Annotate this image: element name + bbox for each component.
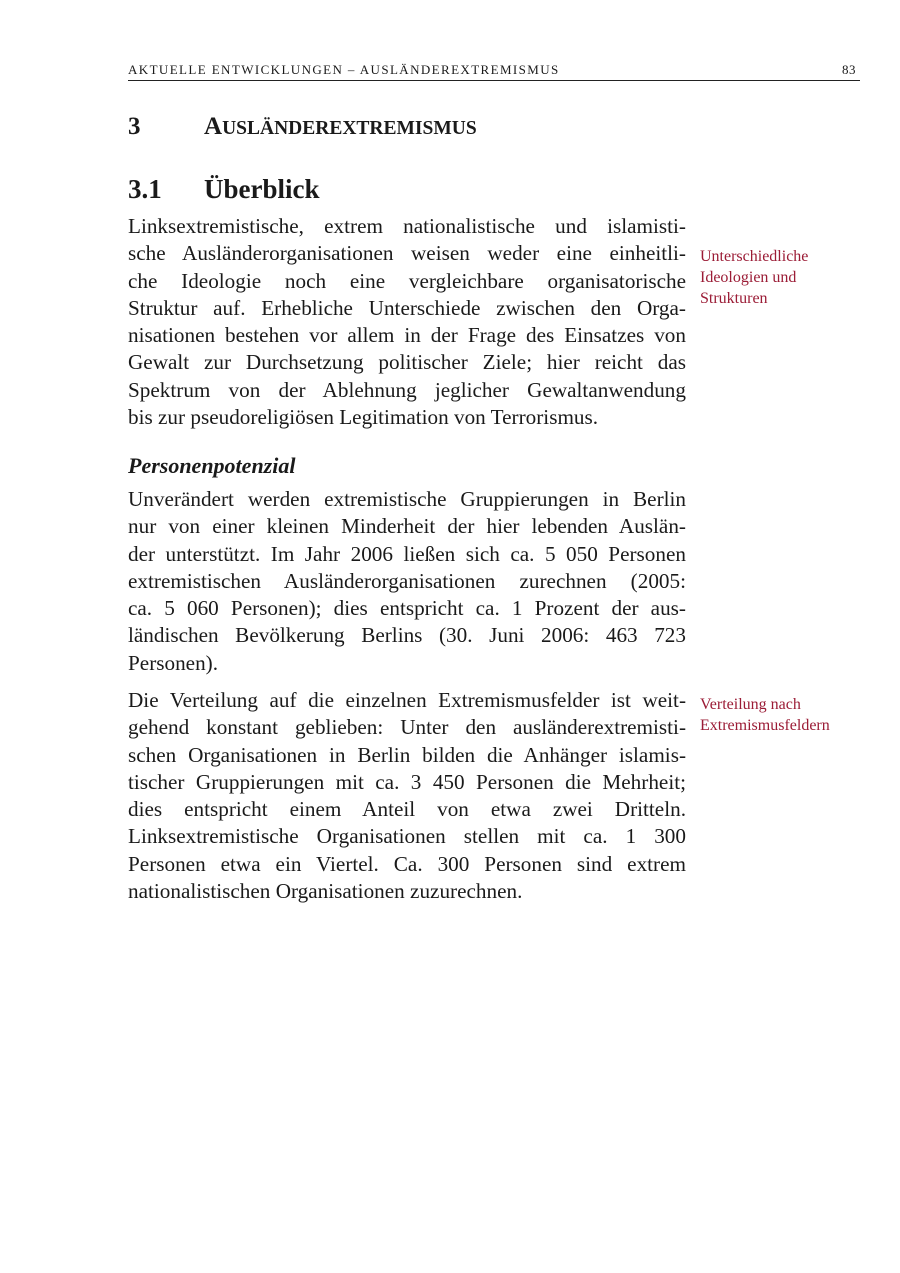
paragraph-line: schen Organisationen in Berlin bilden die Anhänger islamis- (128, 742, 686, 767)
paragraph-line: Personen etwa ein Viertel. Ca. 300 Personen sind extrem (128, 851, 686, 876)
paragraph-line: dies entspricht einem Anteil von etwa zwei Dritteln. (128, 797, 686, 822)
margin-note-line: Ideologien und (700, 269, 797, 286)
margin-note-line: Extremismusfeldern (700, 717, 830, 734)
margin-note-ideologies (700, 246, 860, 309)
paragraph-verteilung (128, 687, 686, 905)
paragraph-line: ländischen Bevölkerung Berlins (30. Juni 2006: 463 723 (128, 623, 686, 648)
paragraph-line: nationalistischen Organisationen zuzurechnen. (128, 879, 523, 904)
section-number: 3.1 (128, 174, 162, 204)
paragraph-line: Gewalt zur Durchsetzung politischer Ziele; hier reicht das (128, 350, 686, 375)
paragraph-line: Struktur auf. Erhebliche Unterschiede zwischen den Orga- (128, 295, 686, 320)
chapter-title-initial: A (204, 113, 223, 140)
paragraph-line: gehend konstant geblieben: Unter den ausländerextremisti- (128, 715, 686, 740)
margin-note-line: Verteilung nach (700, 696, 801, 713)
paragraph-overview (128, 213, 686, 431)
page-number: 83 (842, 62, 856, 77)
paragraph-line: Personen). (128, 650, 219, 675)
margin-note-verteilung (700, 694, 860, 736)
running-header (128, 60, 860, 81)
chapter-title (204, 113, 477, 141)
paragraph-line: Linksextremistische Organisationen stellen mit ca. 1 300 (128, 824, 686, 849)
paragraph-line: der unterstützt. Im Jahr 2006 ließen sich ca. 5 050 Personen (128, 541, 686, 566)
margin-note-line: Strukturen (700, 290, 768, 307)
paragraph-line: ca. 5 060 Personen); dies entspricht ca. 1 Prozent der aus- (128, 596, 686, 621)
chapter-number: 3 (128, 113, 141, 140)
paragraph-line: Linksextremistische, extrem nationalistische und islamisti- (128, 214, 686, 238)
running-header-title: AKTUELLE ENTWICKLUNGEN – AUSLÄNDEREXTREMISMUS (128, 62, 560, 77)
paragraph-line: extremistischen Ausländerorganisationen zurechnen (2005: (128, 568, 686, 593)
margin-note-line: Unterschiedliche (700, 248, 809, 265)
paragraph-line: che Ideologie noch eine vergleichbare organisatorische (128, 268, 686, 293)
subheading-personenpotenzial: Personenpotenzial (128, 453, 296, 478)
paragraph-line: nisationen bestehen vor allem in der Frage des Einsatzes von (128, 323, 686, 348)
paragraph-line: bis zur pseudoreligiösen Legitimation von Terrorismus. (128, 405, 599, 430)
paragraph-personenpotenzial (128, 486, 686, 677)
paragraph-line: sche Ausländerorganisationen weisen weder eine einheitli- (128, 241, 686, 266)
section-title: Überblick (204, 174, 320, 204)
paragraph-line: Die Verteilung auf die einzelnen Extremismusfelder ist weit- (128, 688, 686, 712)
chapter-title-rest: USLÄNDEREXTREMISMUS (222, 118, 477, 139)
paragraph-line: Spektrum von der Ablehnung jeglicher Gewaltanwendung (128, 377, 686, 402)
paragraph-line: nur von einer kleinen Minderheit der hier lebenden Auslän- (128, 514, 686, 539)
paragraph-line: tischer Gruppierungen mit ca. 3 450 Personen die Mehrheit; (128, 769, 686, 794)
paragraph-line: Unverändert werden extremistische Gruppierungen in Berlin (128, 487, 686, 511)
